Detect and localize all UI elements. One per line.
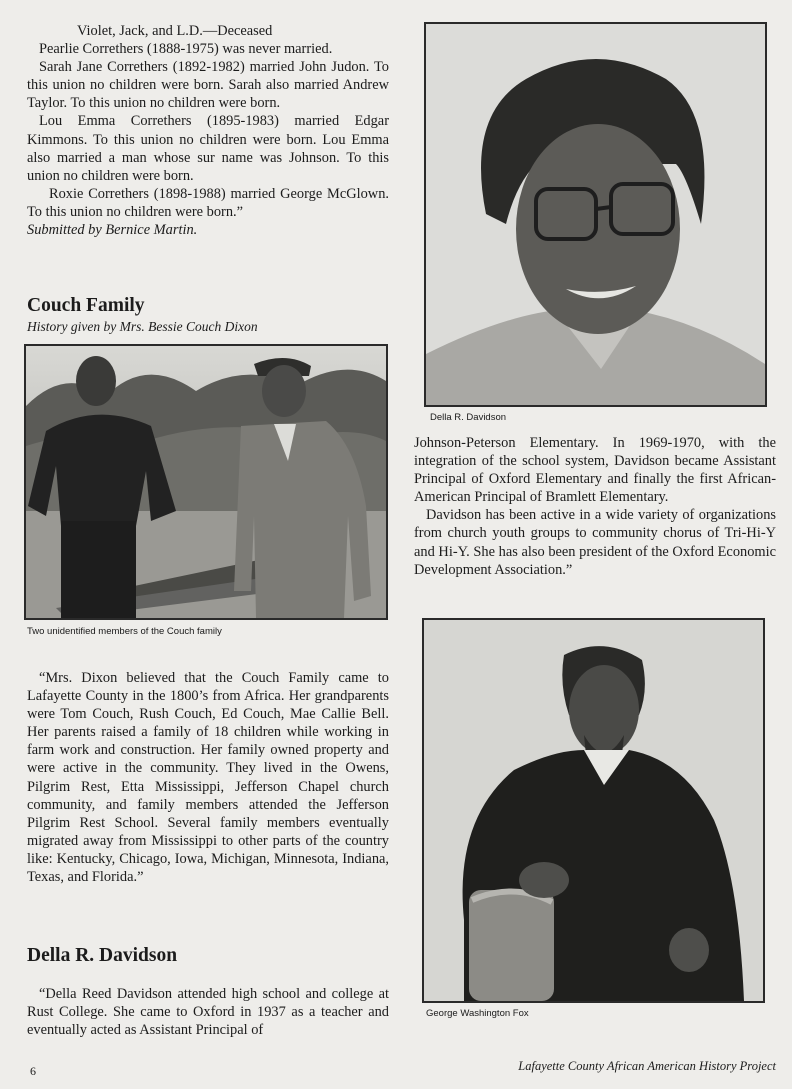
fox-photo-caption: George Washington Fox xyxy=(426,1008,529,1019)
couch-family-heading: Couch Family xyxy=(27,295,145,316)
page-number: 6 xyxy=(30,1064,36,1078)
pearlie-paragraph: Pearlie Correthers (1888-1975) was never married. xyxy=(39,41,333,58)
george-washington-fox-photo xyxy=(422,618,765,1003)
sarah-paragraph: Sarah Jane Correthers (1892-1982) married John Judon. To this union no children were born. Sarah also married Andrew Taylor. To this union no children were born. xyxy=(27,59,389,112)
della-davidson-photo xyxy=(424,22,767,407)
submitted-by: Submitted by Bernice Martin. xyxy=(27,222,198,239)
couch-family-photo xyxy=(24,344,388,620)
lou-paragraph: Lou Emma Correthers (1895-1983) married Edgar Kimmons. To this union no children were born. Lou Emma also married a man whose sur name was Johnson. To this union no children were born. xyxy=(27,113,389,184)
couch-family-paragraph: “Mrs. Dixon believed that the Couch Family came to Lafayette County in the 1800’s from Africa. Her grandparents were Tom Couch, Rush Couch, Ed Couch, Mae Callie Bell. Her parents raised a family of 18 children while working in farm work and construction. Her family owned property and were active in the community. They lived in the Owens, Pilgrim Rest, Etta Mississippi, Jefferson Chapel church community, and family members attended the Jefferson Pilgrim Rest School. Several family members eventually migrated away from Mississippi to other parts of the country like: Kentucky, Chicago, Iowa, Michigan, Minnesota, Indiana, Texas, and Florida.” xyxy=(27,670,389,886)
davidson-heading: Della R. Davidson xyxy=(27,945,178,966)
footer-title: Lafayette County African American History Project xyxy=(518,1059,776,1073)
davidson-organizations-paragraph: Davidson has been active in a wide variety of organizations from church youth groups to community chorus of Tri-Hi-Y and Hi-Y. She has also been president of the Oxford Economic Development Association.” xyxy=(414,507,776,578)
davidson-paragraph-start: “Della Reed Davidson attended high school and college at Rust College. She came to Oxford in 1937 as a teacher and eventually acted as Assistant Principal of xyxy=(27,986,389,1039)
davidson-paragraph-continued: Johnson-Peterson Elementary. In 1969-1970, with the integration of the school system, Davidson became Assistant Principal of Oxford Elementary and finally the first African-American Principal of Bramlett Elementary. xyxy=(414,435,776,506)
couch-heading-block xyxy=(27,294,389,336)
deceased-line: Violet, Jack, and L.D.—Deceased xyxy=(77,23,273,39)
davidson-photo-caption: Della R. Davidson xyxy=(430,412,507,423)
correthers-text-block xyxy=(27,22,389,239)
davidson-continued-block xyxy=(414,434,776,579)
couch-body-block xyxy=(27,669,389,886)
couch-family-subheading: History given by Mrs. Bessie Couch Dixon xyxy=(27,319,258,334)
davidson-block xyxy=(27,944,389,1039)
roxie-paragraph: Roxie Correthers (1898-1988) married George McGlown. To this union no children were born.” xyxy=(27,185,389,220)
couch-photo-caption: Two unidentified members of the Couch family xyxy=(27,626,222,637)
